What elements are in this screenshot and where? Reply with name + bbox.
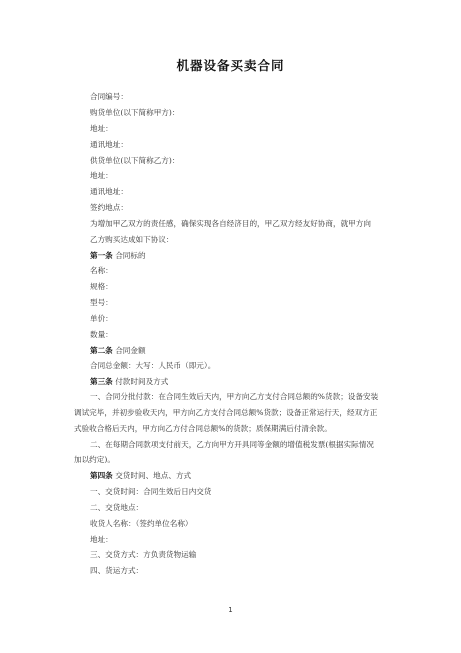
article-1-name: 名称： <box>90 266 113 275</box>
article-4-address: 地址： <box>90 535 113 544</box>
article-3-para-1-line-2: 调试完毕，并初步验收天内，甲方向乙方支付合同总额%货款；设备正常运行天，经双方正 <box>74 408 378 417</box>
article-4-header <box>90 471 191 481</box>
article-2-header <box>90 346 146 356</box>
page-title: 机器设备买卖合同 <box>176 58 285 73</box>
article-3-para-2-line-1: 二、在每期合同款项支付前天，乙方向甲方开具同等金额的增值税发票(根据实际情况 <box>90 440 374 449</box>
article-3-para-1-line-3: 式验收合格后天内，甲方向乙方付合同总额%的货款；质保期满后付清余款。 <box>74 424 332 433</box>
article-4-delivery-time: 一、交货时间：合同生效后日内交货 <box>90 487 212 496</box>
field-contract-number: 合同编号： <box>90 92 128 101</box>
article-1-unit-price: 单价： <box>90 314 113 323</box>
article-3-para-1-line-1: 一、合同分批付款：在合同生效后天内，甲方向乙方支付合同总额的%货款；设备安装 <box>90 392 379 401</box>
page-number: 1 <box>228 606 233 614</box>
field-buyer-mailing-address: 通讯地址： <box>90 140 128 149</box>
field-buyer-address: 地址： <box>90 124 113 133</box>
article-3-para-2-line-2: 加以约定)。 <box>74 455 115 464</box>
article-2-title: 合同金额 <box>115 346 146 355</box>
preamble-line-1: 为增加甲乙双方的责任感，确保实现各自经济目的，甲乙双方经友好协商，就甲方向 <box>90 219 371 228</box>
article-4-title: 交货时间、地点、方式 <box>115 471 192 480</box>
article-1-quantity: 数量： <box>90 330 113 339</box>
article-2-total: 合同总金额：大写：人民币（即元）。 <box>90 361 216 370</box>
article-4-number: 第四条 <box>90 471 113 480</box>
article-4-delivery-place: 二、交货地点： <box>90 503 144 512</box>
article-1-title: 合同标的 <box>115 251 146 260</box>
field-signing-place: 签约地点： <box>90 203 128 212</box>
field-buyer: 购货单位(以下简称甲方)： <box>90 108 180 117</box>
field-seller-mailing-address: 通讯地址： <box>90 187 128 196</box>
article-1-model: 型号： <box>90 298 113 307</box>
article-2-number: 第二条 <box>90 346 113 355</box>
article-3-title: 付款时间及方式 <box>115 377 169 386</box>
field-seller: 供货单位(以下简称乙方)： <box>90 156 180 165</box>
article-4-delivery-method: 三、交货方式：方负责货物运输 <box>90 550 197 559</box>
article-4-consignee: 收货人名称：（签约单位名称） <box>90 519 193 528</box>
article-1-header <box>90 251 146 261</box>
article-4-shipping-method: 四、货运方式： <box>90 566 144 575</box>
field-seller-address: 地址： <box>90 171 113 180</box>
preamble-line-2: 乙方购买达成如下协议： <box>90 235 174 244</box>
article-3-header <box>90 377 168 387</box>
article-1-number: 第一条 <box>90 251 113 260</box>
article-3-number: 第三条 <box>90 377 113 386</box>
article-1-spec: 规格： <box>90 282 113 291</box>
